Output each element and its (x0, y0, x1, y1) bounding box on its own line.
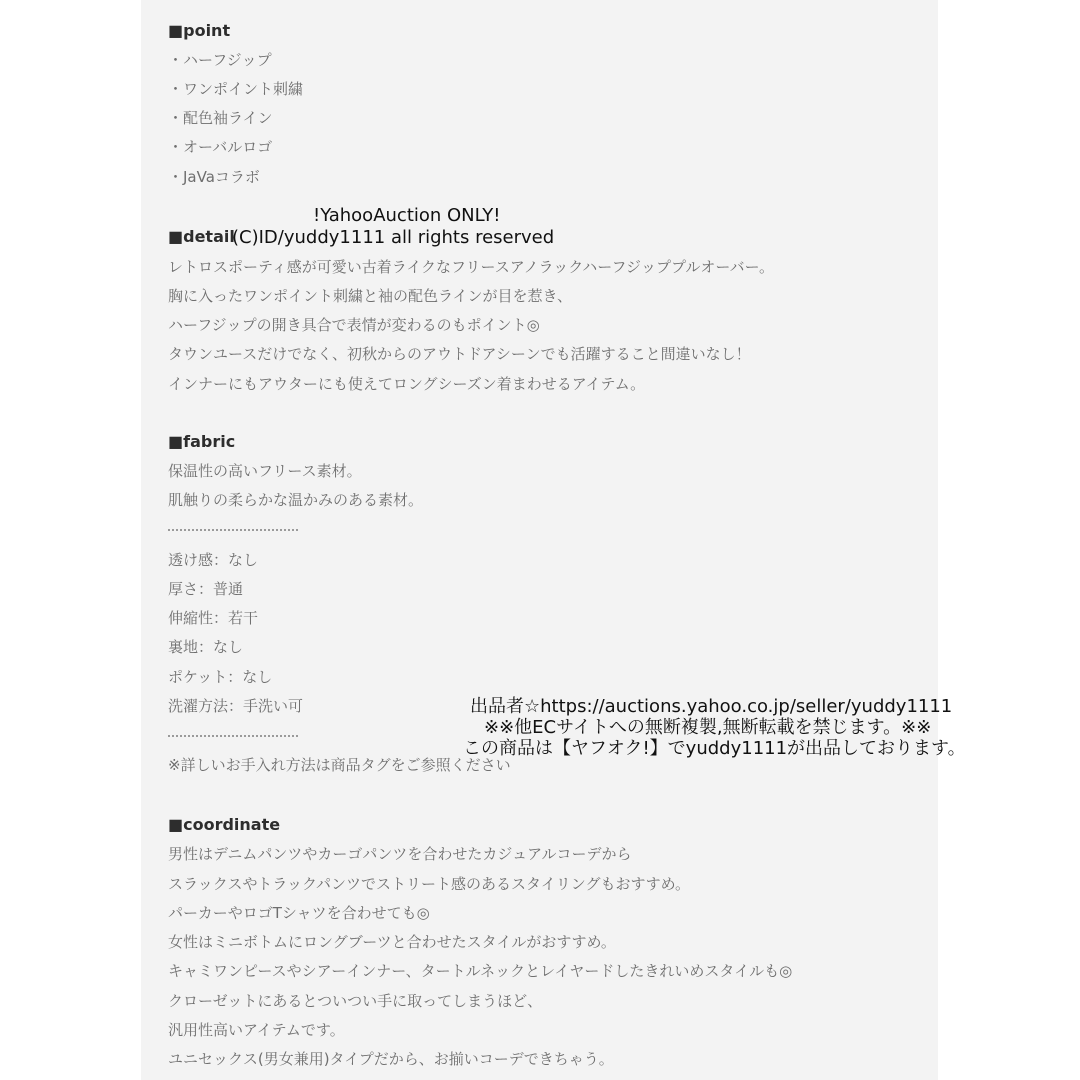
point-heading: ■point (168, 21, 231, 40)
detail-line: 胸に入ったワンポイント刺繍と袖の配色ラインが目を惹き、 (168, 287, 572, 305)
fabric-line: 保温性の高いフリース素材。 (168, 462, 362, 480)
dotted-divider (168, 735, 298, 737)
fabric-spec: 伸縮性：若干 (168, 609, 259, 627)
watermark-yahoo-only: !YahooAuction ONLY! (313, 205, 501, 226)
fabric-spec: 透け感：なし (168, 551, 259, 569)
coordinate-line: キャミワンピースやシアーインナー、タートルネックとレイヤードしたきれいめスタイルも◎ (168, 962, 793, 980)
watermark-seller: 出品者☆https://auctions.yahoo.co.jp/seller/yuddy1111 (470, 696, 953, 717)
watermark-listing: この商品は【ヤフオク!】でyuddy1111が出品しております。 (463, 738, 966, 759)
coordinate-line: スラックスやトラックパンツでストリート感のあるスタイリングもおすすめ。 (168, 875, 691, 893)
detail-line: ハーフジップの開き具合で表情が変わるのもポイント◎ (168, 316, 540, 334)
coordinate-line: 男性はデニムパンツやカーゴパンツを合わせたカジュアルコーデから (168, 845, 632, 863)
coordinate-heading: ■coordinate (168, 815, 281, 834)
detail-line: インナーにもアウターにも使えてロングシーズン着まわせるアイテム。 (168, 375, 646, 393)
fabric-spec: ポケット：なし (168, 668, 273, 686)
point-item: ・JaVaコラボ (168, 168, 260, 186)
point-item: ・ワンポイント刺繍 (168, 80, 304, 98)
coordinate-line: 汎用性高いアイテムです。 (168, 1021, 345, 1039)
dotted-divider (168, 529, 298, 531)
coordinate-line: パーカーやロゴTシャツを合わせても◎ (168, 904, 430, 922)
fabric-note: ※詳しいお手入れ方法は商品タグをご参照ください (168, 756, 511, 774)
detail-heading: ■detail (168, 227, 235, 246)
coordinate-line: ユニセックス(男女兼用)タイプだから、お揃いコーデできちゃう。 (168, 1050, 614, 1068)
fabric-spec: 裏地：なし (168, 638, 244, 656)
fabric-spec: 厚さ：普通 (168, 580, 244, 598)
point-item: ・オーバルロゴ (168, 138, 273, 156)
fabric-line: 肌触りの柔らかな温かみのある素材。 (168, 491, 424, 509)
coordinate-line: 女性はミニボトムにロングブーツと合わせたスタイルがおすすめ。 (168, 933, 616, 951)
coordinate-line: クローゼットにあるとついつい手に取ってしまうほど、 (168, 992, 543, 1010)
point-item: ・配色袖ライン (168, 109, 273, 127)
detail-line: タウンユースだけでなく、初秋からのアウトドアシーンでも活躍すること間違いなし！ (168, 345, 751, 363)
watermark-notice: ※※他ECサイトへの無断複製,無断転載を禁じます。※※ (484, 717, 932, 738)
detail-line: レトロスポーティ感が可愛い古着ライクなフリースアノラックハーフジッププルオーバー。 (168, 258, 775, 276)
fabric-heading: ■fabric (168, 432, 236, 451)
watermark-rights: (C)ID/yuddy1111 all rights reserved (232, 227, 555, 248)
point-item: ・ハーフジップ (168, 51, 272, 69)
fabric-spec: 洗濯方法：手洗い可 (168, 697, 304, 715)
